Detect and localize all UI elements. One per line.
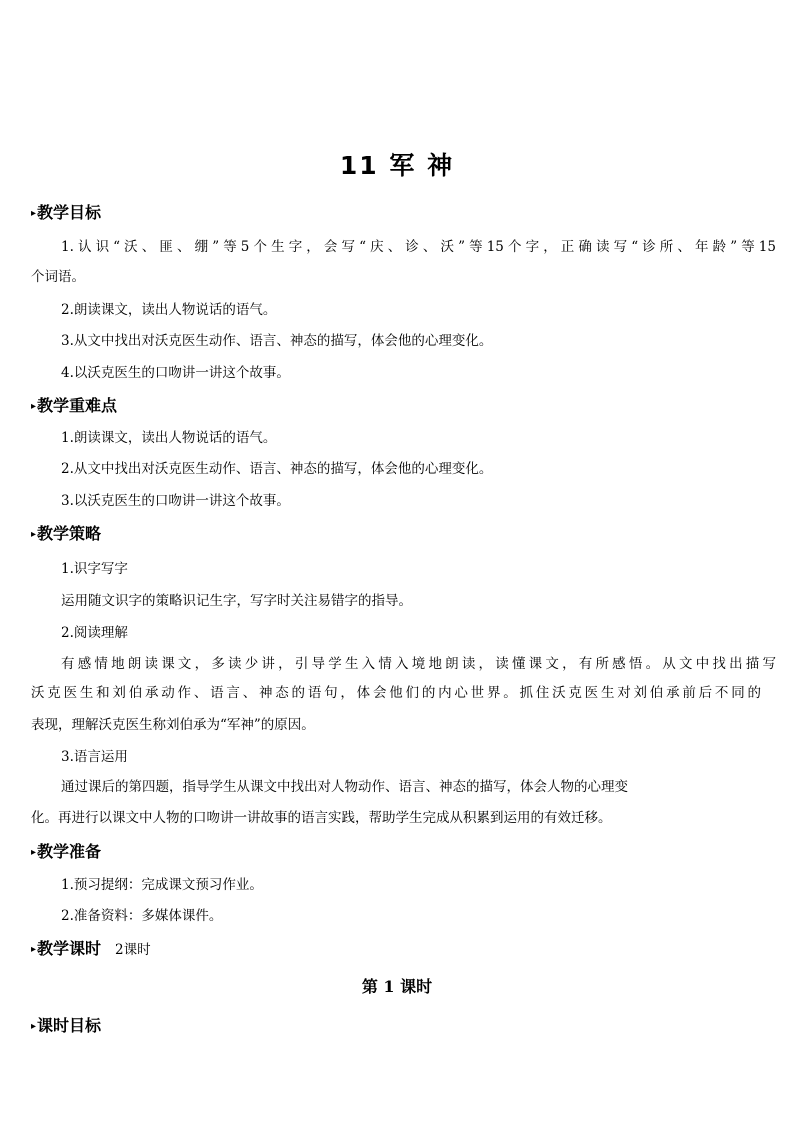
heading-label: 教学准备: [37, 842, 102, 861]
section-heading-lesson-objectives: [31, 1016, 101, 1037]
page-title: 11 军 神: [339, 151, 455, 180]
strategy-line-1: 1.识字写字: [61, 561, 128, 577]
strategy-line-9: 化。再进行以课文中人物的口吻讲一讲故事的语言实践，帮助学生完成从积累到运用的有效迁移。: [31, 810, 612, 826]
section-heading-preparation: [31, 842, 101, 863]
heading-label: 教学课时: [37, 939, 102, 958]
objective-line-3: 3.从文中找出对沃克医生动作、语言、神态的描写，体会他的心理变化。: [61, 333, 493, 349]
triangle-marker-icon: ▸: [31, 1021, 37, 1032]
strategy-line-3: 2.阅读理解: [61, 625, 128, 641]
strategy-line-5: 沃克医生和刘伯承动作、语言、神态的语句，体会他们的内心世界。抓住沃克医生对刘伯承前后不同的: [31, 685, 761, 701]
heading-label: 教学目标: [37, 203, 102, 222]
strategy-line-6: 表现，理解沃克医生称刘伯承为“军神”的原因。: [31, 717, 315, 733]
lesson-subtitle: 第 1 课时: [361, 977, 433, 996]
strategy-line-4: 有感情地朗读课文，多读少讲，引导学生入情入境地朗读，读懂课文，有所感悟。从文中找出描写: [61, 656, 776, 672]
section-heading-key-points: [31, 396, 117, 417]
periods-value: 2课时: [115, 942, 151, 958]
key-point-line-2: 2.从文中找出对沃克医生动作、语言、神态的描写，体会他的心理变化。: [61, 461, 493, 477]
heading-label: 教学重难点: [37, 396, 118, 415]
triangle-marker-icon: ▸: [31, 847, 37, 858]
section-heading-strategy: [31, 524, 101, 545]
heading-label: 教学策略: [37, 524, 102, 543]
objective-line-1: 1.认识“沃、匪、绷”等5个生字，会写“庆、诊、沃”等15个字，正确读写“诊所、年龄”等15: [61, 239, 776, 255]
triangle-marker-icon: ▸: [31, 208, 37, 219]
preparation-line-2: 2.准备资料：多媒体课件。: [61, 908, 223, 924]
strategy-line-7: 3.语言运用: [61, 749, 128, 765]
key-point-line-3: 3.以沃克医生的口吻讲一讲这个故事。: [61, 493, 290, 509]
strategy-line-8: 通过课后的第四题，指导学生从课文中找出对人物动作、语言、神态的描写，体会人物的心理变: [61, 779, 628, 795]
triangle-marker-icon: ▸: [31, 401, 37, 412]
objective-line-2: 2.朗读课文，读出人物说话的语气。: [61, 302, 277, 318]
triangle-marker-icon: ▸: [31, 529, 37, 540]
heading-label: 课时目标: [37, 1016, 102, 1035]
strategy-line-2: 运用随文识字的策略识记生字，写字时关注易错字的指导。: [61, 593, 412, 609]
preparation-line-1: 1.预习提纲：完成课文预习作业。: [61, 877, 263, 893]
section-heading-periods: [31, 939, 151, 960]
triangle-marker-icon: ▸: [31, 944, 37, 955]
objective-line-4: 4.以沃克医生的口吻讲一讲这个故事。: [61, 365, 290, 381]
objective-line-1-cont: 个词语。: [31, 269, 85, 285]
key-point-line-1: 1.朗读课文，读出人物说话的语气。: [61, 430, 277, 446]
section-heading-objectives: [31, 203, 101, 224]
